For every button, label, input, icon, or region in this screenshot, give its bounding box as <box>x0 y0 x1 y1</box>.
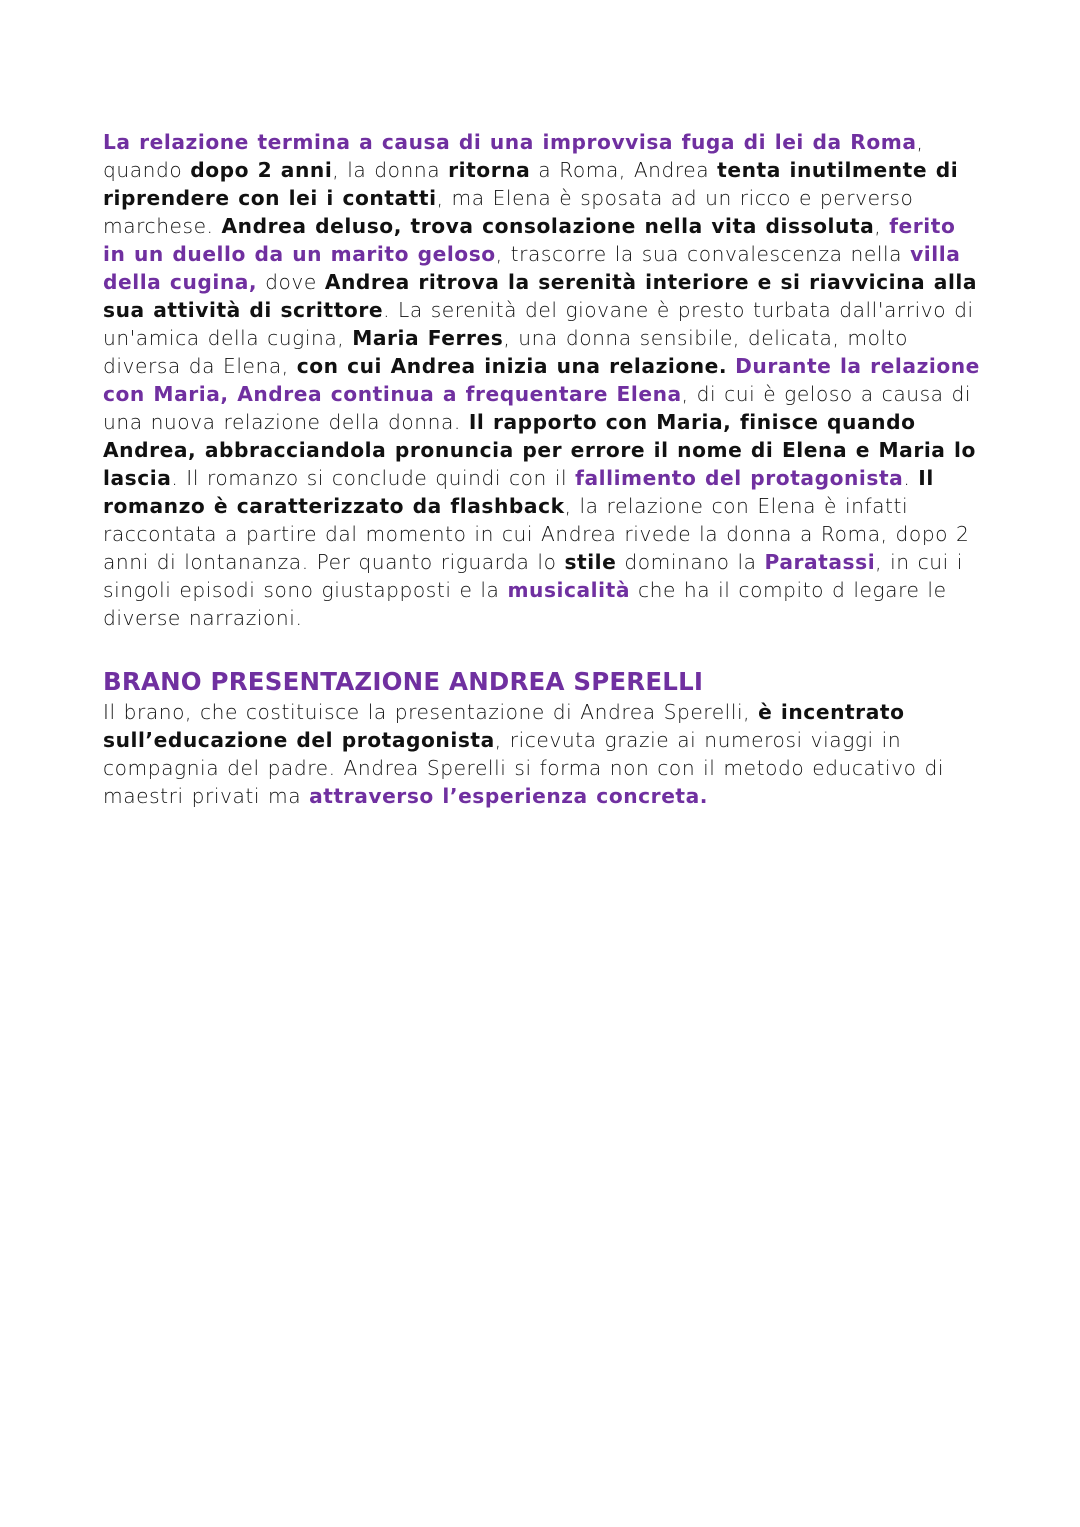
body-text: , la donna <box>332 158 449 182</box>
body-text: dominano la <box>616 550 765 574</box>
body-text: . <box>903 466 919 490</box>
bold-text: stile <box>564 550 617 574</box>
body-text: . La serenità del giovane è presto turbata dall'arrivo di un'amica della cugina, <box>103 298 974 350</box>
bold-text: è incentrato sull’educazione del protagonista <box>103 700 905 752</box>
bold-text: Andrea ritrova la serenità interiore e si riavvicina alla sua attività di scrittore <box>103 270 978 322</box>
highlighted-text: attraverso l’esperienza concreta. <box>309 784 709 808</box>
body-text: dove <box>257 270 325 294</box>
highlighted-text: Durante la relazione con Maria, Andrea continua a frequentare Elena <box>103 354 980 406</box>
body-text: , la relazione con Elena è infatti raccontata a partire dal momento in cui Andrea rivede la donna a Roma, dopo 2 anni di lontananza. Per quanto riguarda lo <box>103 494 970 574</box>
body-text <box>727 354 735 378</box>
highlighted-text: Paratassi <box>764 550 876 574</box>
highlighted-text: ferito in un duello da un marito geloso <box>103 214 956 266</box>
highlighted-text: fallimento del protagonista <box>575 466 904 490</box>
bold-text: ritorna <box>448 158 531 182</box>
body-text: , ricevuta grazie ai numerosi viaggi in compagnia del padre. Andrea Sperelli si forma non con il metodo educativo di maestri privati ma <box>103 728 944 808</box>
body-text: . Il romanzo si conclude quindi con il <box>171 466 576 490</box>
bold-text: tenta inutilmente di riprendere con lei i contatti <box>103 158 959 210</box>
highlighted-text: musicalità <box>507 578 630 602</box>
bold-text: Andrea deluso, trova consolazione nella vita dissoluta <box>221 214 875 238</box>
body-text: , una donna sensibile, delicata, molto diversa da Elena, <box>103 326 909 378</box>
body-text: , in cui i singoli episodi sono giustapposti e la <box>103 550 963 602</box>
highlighted-text: villa della cugina, <box>103 242 961 294</box>
bold-text: Maria Ferres <box>352 326 504 350</box>
body-text: , quando <box>103 130 924 182</box>
document-page <box>103 128 983 810</box>
body-text: , trascorre la sua convalescenza nella <box>495 242 911 266</box>
bold-text: Il romanzo è caratterizzato da flashback <box>103 466 934 518</box>
body-text: che ha il compito d legare le diverse narrazioni. <box>103 578 947 630</box>
bold-text: Il rapporto con Maria, finisce quando Andrea, abbracciandola pronuncia per errore il nome di Elena e Maria lo lascia <box>103 410 976 490</box>
body-text: Il brano, che costituisce la presentazione di Andrea Sperelli, <box>103 700 759 724</box>
body-text: a Roma, Andrea <box>530 158 718 182</box>
section-heading: BRANO PRESENTAZIONE ANDREA SPERELLI <box>103 667 704 696</box>
highlighted-text: La relazione termina a causa di una improvvisa fuga di lei da Roma <box>103 130 917 154</box>
bold-text: dopo 2 anni <box>190 158 333 182</box>
excerpt-paragraph <box>103 698 983 810</box>
body-text: , <box>874 214 890 238</box>
body-text: , ma Elena è sposata ad un ricco e perverso marchese. <box>103 186 914 238</box>
summary-paragraph <box>103 128 983 632</box>
body-text: , di cui è geloso a causa di una nuova relazione della donna. <box>103 382 972 434</box>
bold-text: con cui Andrea inizia una relazione. <box>296 354 728 378</box>
